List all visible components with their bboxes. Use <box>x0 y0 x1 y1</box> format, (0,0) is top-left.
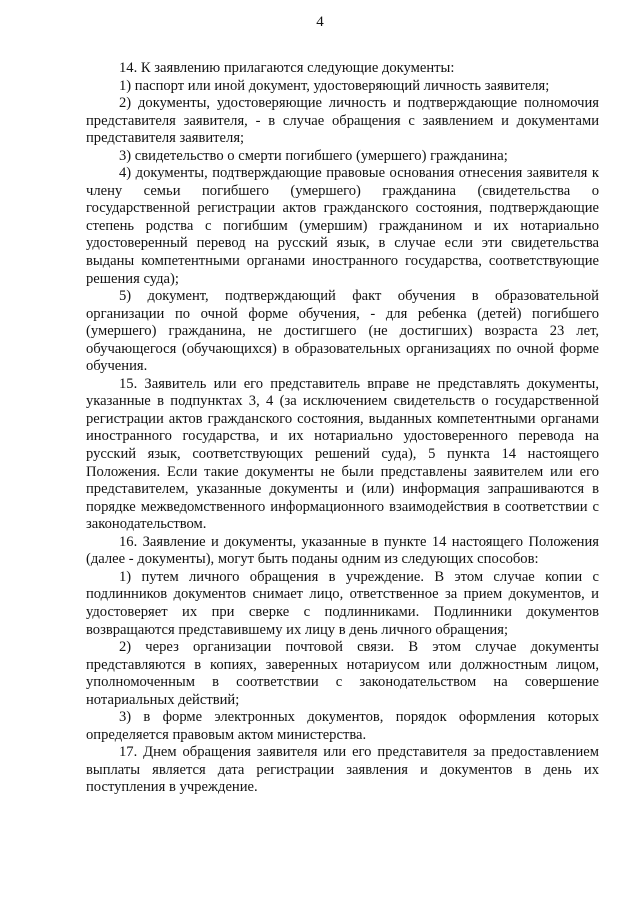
list-item-16-1: 1) путем личного обращения в учреждение. В этом случае копии с подлинников документов снимает лицо, ответственное за прием документов, и удостоверяет их при сверке с подлинниками. Подлинники документов возвращаются представившему их лицу в день личного обращения; <box>86 568 599 638</box>
list-item-16-3: 3) в форме электронных документов, порядок оформления которых определяется правовым актом министерства. <box>86 709 599 743</box>
list-item-14-2: 2) документы, удостоверяющие личность и подтверждающие полномочия представителя заявителя, - в случае обращения с заявлением и документами представителя заявителя; <box>86 95 599 147</box>
list-item-14-4: 4) документы, подтверждающие правовые основания отнесения заявителя к члену семьи погибшего (умершего) гражданина (свидетельства о государственной регистрации актов гражданского состояния, подтверждающие степень родства с погибшим (умершим) гражданином и их нотариально удостоверенный перевод на русский язык, в случае если эти свидетельства выданы компетентными органами иностранного государства, соответствующие решения суда); <box>86 165 599 287</box>
paragraph-15: 15. Заявитель или его представитель вправе не представлять документы, указанные в подпунктах 3, 4 (за исключением свидетельств о государственной регистрации актов гражданского состояния, выданных компетентными органами иностранного государства, и их нотариально удостоверенного перевода на русский язык, соответствующих решений суда), 5 пункта 14 настоящего Положения. Если такие документы не были представлены заявителем или его представителем, указанные документы и (или) информация запрашиваются в порядке межведомственного информационного взаимодействия в соответствии с законодательством. <box>86 375 599 533</box>
page-number: 4 <box>316 14 324 30</box>
paragraph-16-heading: 16. Заявление и документы, указанные в пункте 14 настоящего Положения (далее - документы), могут быть поданы одним из следующих способов: <box>86 533 599 568</box>
list-item-16-2: 2) через организации почтовой связи. В этом случае документы представляются в копиях, заверенных нотариусом или должностным лицом, уполномоченным в соответствии с законодательством на совершение нотариальных действий; <box>86 639 599 708</box>
list-item-14-3: 3) свидетельство о смерти погибшего (умершего) гражданина; <box>119 147 508 164</box>
document-body <box>86 60 599 797</box>
list-item-14-1: 1) паспорт или иной документ, удостоверяющий личность заявителя; <box>119 77 550 94</box>
list-item-14-5: 5) документ, подтверждающий факт обучения в образовательной организации по очной форме обучения, - для ребенка (детей) погибшего (умершего) гражданина, не достигшего (не достигших) возраста 23 лет, обучающегося (обучающихся) в образовательных организациях по очной форме обучения. <box>86 288 599 375</box>
paragraph-17: 17. Днем обращения заявителя или его представителя за предоставлением выплаты является дата регистрации заявления и документов в день их поступления в учреждение. <box>86 744 599 796</box>
paragraph-14-heading: 14. К заявлению прилагаются следующие документы: <box>119 60 455 76</box>
